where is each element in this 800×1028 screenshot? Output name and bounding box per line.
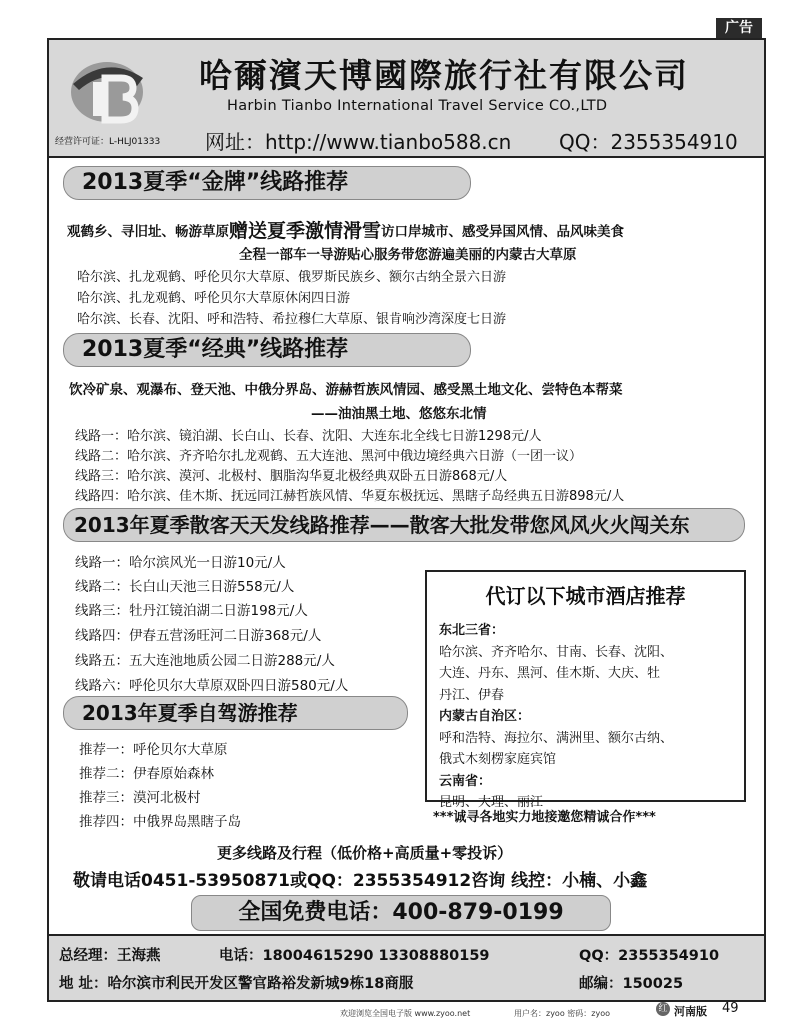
self-drive-item: 推荐二：伊春原始森林 (79, 766, 214, 782)
gold-tagline (67, 216, 624, 243)
hotel-cities: 大连、丹东、黑河、佳木斯、大庆、牡 (439, 666, 661, 681)
classic-tagline: 饮冷矿泉、观瀑布、登天池、中俄分界岛、游赫哲族风情园、感受黑土地文化、尝特色本帮菜 (69, 382, 623, 398)
daily-route: 线路五：五大连池地质公园二日游288元/人 (75, 653, 335, 669)
daily-route: 线路六：呼伦贝尔大草原双卧四日游580元/人 (75, 678, 349, 694)
page-number: 49 (722, 1001, 739, 1016)
company-address: 地 址：哈尔滨市利民开发区警官路裕发新城9栋18商服 (59, 976, 414, 992)
daily-route: 线路三：牡丹江镜泊湖二日游198元/人 (75, 603, 308, 619)
more-routes-note: 更多线路及行程（低价格+高质量+零投诉） (217, 844, 513, 862)
hotel-city-list (439, 620, 739, 814)
gold-route: 哈尔滨、长春、沈阳、呼和浩特、希拉穆仁大草原、银肯响沙湾深度七日游 (77, 312, 507, 327)
footer-contact-band (49, 934, 764, 1000)
hotel-region: 东北三省： (439, 623, 505, 638)
license-number: 经营许可证：L-HLJ01333 (55, 137, 161, 147)
postcode: 邮编：150025 (579, 976, 684, 992)
classic-route: 线路四：哈尔滨、佳木斯、抚远同江赫哲族风情、华夏东极抚远、黑瞎子岛经典五日游898元/人 (75, 489, 625, 504)
header-qq: QQ：2355354910 (559, 130, 738, 154)
gold-route: 哈尔滨、扎龙观鹤、呼伦贝尔大草原、俄罗斯民族乡、额尔古纳全景六日游 (77, 270, 507, 285)
hotel-box-title: 代订以下城市酒店推荐 (485, 584, 686, 608)
gold-tagline-highlight: 赠送夏季激情滑雪 (229, 220, 382, 242)
daily-departure-heading: 2013年夏季散客天天发线路推荐——散客大批发带您风风火火闯关东 (63, 508, 745, 542)
classic-subtitle: ——油油黑土地、悠悠东北情 (311, 406, 487, 422)
company-logo-icon (67, 48, 147, 128)
hotel-region: 内蒙古自治区： (439, 709, 531, 724)
classic-route: 线路二：哈尔滨、齐齐哈尔扎龙观鹤、五大连池、黑河中俄边境经典六日游（一团一议） (75, 449, 583, 464)
hotel-booking-box (425, 570, 746, 810)
self-drive-item: 推荐三：漠河北极村 (79, 790, 201, 806)
hotel-cities: 丹江、伊春 (439, 687, 505, 703)
daily-route: 线路二：长白山天池三日游558元/人 (75, 579, 295, 595)
gold-tagline-right: 访口岸城市、感受异国风情、品风味美食 (381, 224, 625, 240)
free-hotline: 全国免费电话：400-879-0199 (191, 895, 611, 931)
gold-route: 哈尔滨、扎龙观鹤、呼伦贝尔大草原休闲四日游 (77, 291, 351, 306)
browse-note: 欢迎浏览全国电子版 www.zyoo.net (340, 1009, 471, 1018)
hotel-cities: 呼和浩特、海拉尔、满洲里、额尔古纳、 (439, 730, 674, 746)
edition-label: 河南版 (674, 1005, 707, 1018)
classic-routes-heading: 2013夏季“经典”线路推荐 (63, 333, 471, 367)
general-manager: 总经理：王海燕 (59, 948, 161, 964)
daily-route: 线路一：哈尔滨风光一日游10元/人 (75, 555, 286, 571)
company-name-english: Harbin Tianbo International Travel Service CO.,LTD (227, 98, 608, 114)
gold-routes-heading: 2013夏季“金牌”线路推荐 (63, 166, 471, 200)
company-header (49, 40, 764, 158)
contact-phone: 敬请电话0451-53950871或QQ：2355354912咨询 线控：小楠、小鑫 (73, 871, 648, 891)
daily-route: 线路四：伊春五营汤旺河二日游368元/人 (75, 628, 322, 644)
gold-tagline-left: 观鹤乡、寻旧址、畅游草原 (67, 224, 229, 240)
hotel-region: 云南省： (439, 773, 492, 789)
company-name-chinese: 哈爾濱天博國際旅行社有限公司 (199, 56, 689, 95)
ad-tag: 广告 (716, 18, 762, 38)
self-drive-item: 推荐一：呼伦贝尔大草原 (79, 742, 228, 758)
footer-telephone: 电话：18004615290 13308880159 (219, 948, 490, 964)
self-drive-heading: 2013年夏季自驾游推荐 (63, 696, 408, 730)
footer-qq: QQ：2355354910 (579, 948, 720, 964)
hotel-cities: 哈尔滨、齐齐哈尔、甘南、长春、沈阳、 (439, 644, 674, 660)
cooperation-notice: ***诚寻各地实力地接邀您精诚合作*** (433, 810, 656, 825)
hotel-cities: 俄式木刻楞家庭宾馆 (439, 752, 557, 767)
classic-route: 线路三：哈尔滨、漠河、北极村、胭脂沟华夏北极经典双卧五日游868元/人 (75, 469, 508, 484)
classic-route: 线路一：哈尔滨、镜泊湖、长白山、长春、沈阳、大连东北全线七日游1298元/人 (75, 429, 542, 444)
edition-badge-icon: 红 (656, 1002, 670, 1016)
hotel-cities: 昆明、大理、丽江 (439, 795, 544, 810)
gold-subtitle: 全程一部车一导游贴心服务带您游遍美丽的内蒙古大草原 (239, 247, 577, 263)
website-link[interactable]: 网址：http://www.tianbo588.cn (205, 130, 512, 154)
self-drive-item: 推荐四：中俄界岛黑瞎子岛 (79, 814, 241, 830)
advertisement (47, 38, 766, 1002)
account-note: 用户名：zyoo 密码：zyoo (514, 1009, 610, 1018)
